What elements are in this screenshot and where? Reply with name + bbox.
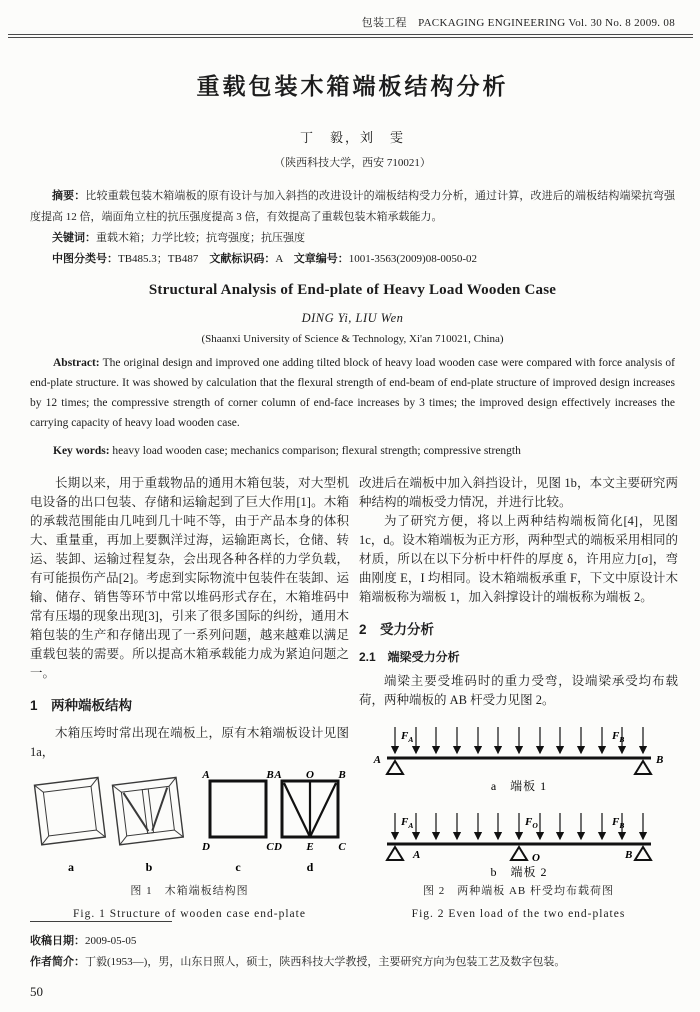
support-a-left xyxy=(387,761,403,774)
continued-paragraph: 改进后在端板中加入斜挡设计，见图 1b，本文主要研究两种结构的端板受力情况，并进行比较。 xyxy=(359,476,678,510)
abstract-cn-text: 比较重载包装木箱端板的原有设计与加入斜挡的改进设计的端板结构受力分析，通过计算，改进后的端板结构端梁抗弯强度提高 12 倍，端面角立柱的抗压强度提高 3 倍，有效提高了重载包装木箱承载能力。 xyxy=(30,190,676,223)
panel-d-label-D: D xyxy=(274,841,282,854)
beam-b-mid-O: O xyxy=(532,852,540,865)
keywords-cn-text: 重载木箱；力学比较；抗弯强度；抗压强度 xyxy=(96,232,305,244)
force-FA-label-b: $F_A$ xyxy=(401,816,414,831)
panel-c-label-C: C xyxy=(266,841,274,854)
figure-2-drawing xyxy=(359,715,678,879)
panel-d-label-O: O xyxy=(306,769,314,782)
bio-text: 丁毅(1953—)，男，山东日照人，硕士，陕西科技大学教授，主要研究方向为包装工艺及数字包装。 xyxy=(85,956,566,968)
received-label: 收稿日期： xyxy=(30,935,85,947)
figure-1 xyxy=(30,767,349,924)
end-plate-frame-a xyxy=(34,778,105,845)
keywords-en-text: heavy load wooden case; mechanics comparison; flexural strength; compressive strength xyxy=(112,445,521,458)
keywords-en xyxy=(30,441,675,461)
force-FA-label-a: $F_A$ xyxy=(401,730,414,745)
keywords-en-label: Key words: xyxy=(53,445,110,458)
article-id-label: 文章编号： xyxy=(293,253,349,265)
beam-diagram-b xyxy=(387,813,651,879)
section-1-paragraph: 木箱压垮时常出现在端板上，原有木箱端板设计见图 1a， xyxy=(30,726,349,760)
journal-header xyxy=(30,14,675,30)
authors-en: DING Yi, LIU Wen xyxy=(301,311,404,326)
abstract-cn xyxy=(30,186,675,228)
journal-line: 包装工程 PACKAGING ENGINEERING Vol. 30 No. 8 2009. 08 xyxy=(361,17,675,29)
footnote-block xyxy=(30,921,675,1000)
keywords-cn xyxy=(30,228,675,249)
force-FO-label-b: $F_O$ xyxy=(525,816,538,831)
section-1-heading: 1 两种端板结构 xyxy=(30,698,133,714)
author-bio-line xyxy=(30,952,675,973)
received-date: 2009-05-05 xyxy=(85,935,137,947)
section-2-1-heading: 2.1 端梁受力分析 xyxy=(359,650,460,665)
end-plate-diagram-d xyxy=(273,769,346,853)
force-FB-label-b: $F_B$ xyxy=(612,816,625,831)
beam-a-end-B: B xyxy=(656,754,664,767)
beam-diagram-a xyxy=(373,727,664,793)
affiliation-en: (Shaanxi University of Science & Technology, Xi'an 710021, China) xyxy=(201,333,504,346)
doc-code-value: A xyxy=(275,253,283,265)
beam-b-end-B: B xyxy=(625,849,633,862)
simplification-paragraph: 为了研究方便，将以上两种结构端板简化[4]，见图 1c，d。设木箱端板为正方形，两种型式的端板采用相同的材质，所以在以下分析中杆件的厚度 δ，许用应力[σ]，弯曲刚度 E，I 均相同。设木箱端板承重 F，下文中原设计木箱端板称为端板 1，加入斜撑设计的端板称为端板 2。 xyxy=(359,514,678,605)
fig1-sublabel-b: b xyxy=(145,860,153,875)
abstract-en-label: Abstract: xyxy=(53,357,100,370)
clc-value: TB485.3；TB487 xyxy=(118,253,199,265)
received-date-line xyxy=(30,931,675,952)
figure-2-caption-en: Fig. 2 Even load of the two end-plates xyxy=(411,908,626,921)
paper-title-en: Structural Analysis of End-plate of Heavy Load Wooden Case xyxy=(148,282,557,298)
beam-b-caption: b 端板 2 xyxy=(490,865,548,880)
authors-cn: 丁 毅，刘 雯 xyxy=(299,130,405,145)
abstract-en-text: The original design and improved one adding tilted block of heavy load wooden case were compared with force analysis of end-plate structure. It was showed by calculation that the flexural strength of end-beam of end-plate structure of improved design increases by 12 times; the compressive strength of corner column of end-face increases by 3 times; the improved design effectively increases the carrying capacity of heavy load wooden case. xyxy=(30,357,675,430)
figure-1-caption-cn: 图 1 木箱端板结构图 xyxy=(130,885,249,898)
panel-d-label-C: C xyxy=(338,841,346,854)
two-column-body xyxy=(30,474,678,924)
force-FB-label-a: $F_B$ xyxy=(612,730,625,745)
footnote-rule xyxy=(30,921,172,922)
panel-c-label-D: D xyxy=(202,841,210,854)
section-2-heading: 2 受力分析 xyxy=(359,622,435,638)
panel-d-label-B: B xyxy=(338,769,346,782)
keywords-cn-label: 关键词： xyxy=(52,232,96,244)
abstract-cn-label: 摘要： xyxy=(52,190,86,202)
abstract-en xyxy=(30,353,675,433)
figure-2 xyxy=(359,715,678,924)
clc-line xyxy=(30,249,675,270)
fig1-sublabel-a: a xyxy=(68,860,74,875)
support-b-left xyxy=(387,847,403,860)
fig1-sublabel-d: d xyxy=(306,860,314,875)
header-rule xyxy=(8,34,693,38)
support-b-right xyxy=(635,847,651,860)
panel-c-label-B: B xyxy=(266,769,274,782)
end-plate-diagram-c xyxy=(201,769,274,853)
left-column xyxy=(30,474,349,924)
right-column xyxy=(359,474,678,924)
panel-d-label-E: E xyxy=(306,841,314,854)
figure-2-caption-cn: 图 2 两种端板 AB 杆受均布载荷图 xyxy=(422,885,615,898)
distributed-load-arrows-b xyxy=(395,813,643,839)
beam-b-end-A: A xyxy=(413,849,421,862)
paper-title-cn: 重载包装木箱端板结构分析 xyxy=(196,73,509,99)
distributed-load-arrows-a xyxy=(395,727,643,753)
page-number: 50 xyxy=(30,984,43,999)
support-b-mid xyxy=(511,847,527,860)
figure-1-caption-en: Fig. 1 Structure of wooden case end-plate xyxy=(73,908,306,921)
article-id-value: 1001-3563(2009)08-0050-02 xyxy=(348,253,478,265)
beam-a-caption: a 端板 1 xyxy=(490,779,548,794)
doc-code-label: 文献标识码： xyxy=(209,253,276,265)
intro-paragraph: 长期以来，用于重载物品的通用木箱包装，对大型机电设备的出口包装、存储和运输起到了巨大作用[1]。木箱的承载范围能由几吨到几十吨不等，由于产品本身的体积大、重量重，再加上要飘洋过海，运输距离长，仓储、转运、装卸、运输过程复杂，会出现各种各样的力学负载，有可能损伤产品[2]。考虑到实际物流中包装件在装卸、运输、储存、销售等环节中常以堆码形式存在，木箱堆码中常有压塌的现象出现[3]，引来了很多国际的纠纷，通用木箱包装的生产和存储出现了一系列问题，越来越难以满足重载包装的需要。所以提高木箱承载能力成为紧迫问题之一。 xyxy=(30,476,349,681)
end-plate-frame-b xyxy=(112,778,183,845)
support-a-right xyxy=(635,761,651,774)
clc-label: 中图分类号： xyxy=(52,253,118,265)
fig1-sublabel-c: c xyxy=(235,860,241,875)
panel-c-label-A: A xyxy=(202,769,210,782)
affiliation-cn: （陕西科技大学，西安 710021） xyxy=(274,157,431,169)
panel-d-label-A: A xyxy=(274,769,282,782)
figure-1-drawing xyxy=(30,767,349,879)
section-2-1-paragraph: 端梁主要受堆码时的重力受弯，设端梁承受均布载荷，两种端板的 AB 杆受力见图 2。 xyxy=(359,674,678,708)
bio-label: 作者简介： xyxy=(30,956,85,968)
beam-a-end-A: A xyxy=(373,754,381,767)
